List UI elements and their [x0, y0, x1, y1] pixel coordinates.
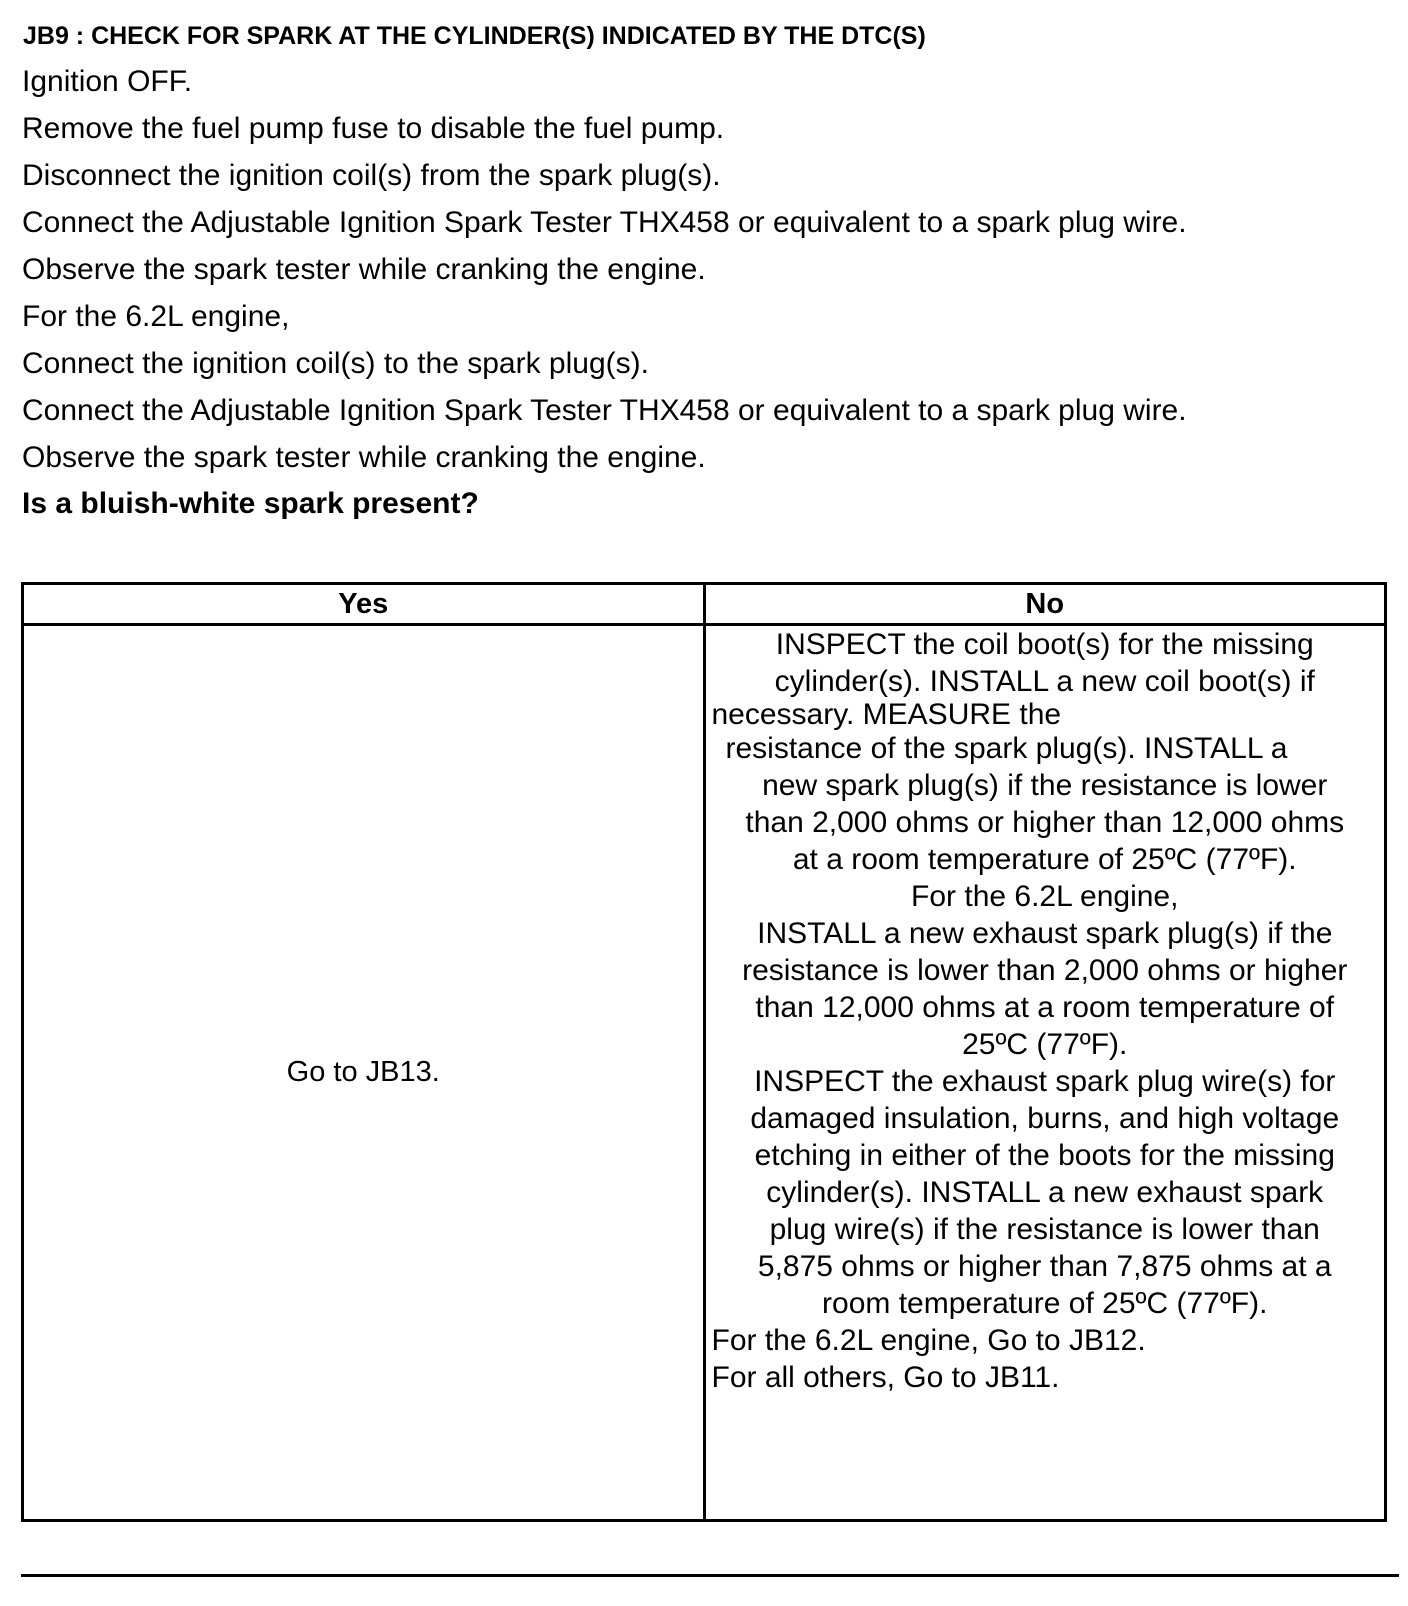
no-action-line: For all others, Go to JB11.	[711, 1361, 1060, 1394]
step-item: Disconnect the ignition coil(s) from the spark plug(s).	[22, 159, 721, 192]
step-item: Connect the ignition coil(s) to the spark plug(s).	[22, 347, 649, 380]
step-item: Observe the spark tester while cranking the engine.	[22, 253, 706, 286]
no-action-line: resistance is lower than 2,000 ohms or higher	[742, 954, 1348, 987]
no-action	[704, 625, 1386, 1521]
table-header-row	[23, 584, 1386, 625]
step-item: Connect the Adjustable Ignition Spark Tester THX458 or equivalent to a spark plug wire.	[22, 394, 1187, 427]
no-action-line: For the 6.2L engine,	[911, 880, 1179, 913]
page-title: JB9 : CHECK FOR SPARK AT THE CYLINDER(S) INDICATED BY THE DTC(S)	[23, 22, 926, 50]
no-action-line: damaged insulation, burns, and high voltage	[750, 1102, 1340, 1135]
no-action-line: than 12,000 ohms at a room temperature of	[755, 991, 1335, 1024]
no-action-line: at a room temperature of 25ºC (77ºF).	[792, 843, 1297, 876]
no-action-line: than 2,000 ohms or higher than 12,000 ohms	[745, 806, 1345, 839]
no-action-line: INSPECT the coil boot(s) for the missing	[775, 628, 1314, 661]
step-item: Observe the spark tester while cranking the engine.	[22, 441, 706, 474]
result-table	[21, 582, 1387, 1522]
no-header: No	[704, 584, 1386, 625]
bottom-divider	[21, 1574, 1399, 1577]
step-item: Connect the Adjustable Ignition Spark Tester THX458 or equivalent to a spark plug wire.	[22, 206, 1187, 239]
no-action-line: INSTALL a new exhaust spark plug(s) if the	[757, 917, 1333, 950]
no-action-line: necessary. MEASURE the	[711, 698, 1062, 731]
no-action-line: etching in either of the boots for the missing	[754, 1139, 1335, 1172]
no-action-line: 5,875 ohms or higher than 7,875 ohms at a	[757, 1250, 1332, 1283]
no-action-line: 25ºC (77ºF).	[962, 1028, 1128, 1061]
step-item: For the 6.2L engine,	[22, 300, 290, 333]
yes-header: Yes	[23, 584, 705, 625]
no-action-line: INSPECT the exhaust spark plug wire(s) for	[754, 1065, 1336, 1098]
no-action-line: cylinder(s). INSTALL a new exhaust spark	[766, 1176, 1324, 1209]
yes-action: Go to JB13.	[23, 625, 705, 1521]
test-question: Is a bluish-white spark present?	[22, 487, 479, 520]
no-action-line: cylinder(s). INSTALL a new coil boot(s) if	[774, 665, 1315, 698]
step-item: Remove the fuel pump fuse to disable the fuel pump.	[22, 112, 725, 145]
no-action-line: room temperature of 25ºC (77ºF).	[822, 1287, 1268, 1320]
procedure-steps	[22, 58, 1187, 481]
step-item: Ignition OFF.	[22, 65, 193, 98]
no-action-line: resistance of the spark plug(s). INSTALL a	[725, 732, 1288, 765]
no-action-line: new spark plug(s) if the resistance is lower	[762, 769, 1328, 802]
table-row	[23, 625, 1386, 1521]
no-action-line: For the 6.2L engine, Go to JB12.	[711, 1324, 1146, 1357]
no-action-line: plug wire(s) if the resistance is lower than	[769, 1213, 1320, 1246]
